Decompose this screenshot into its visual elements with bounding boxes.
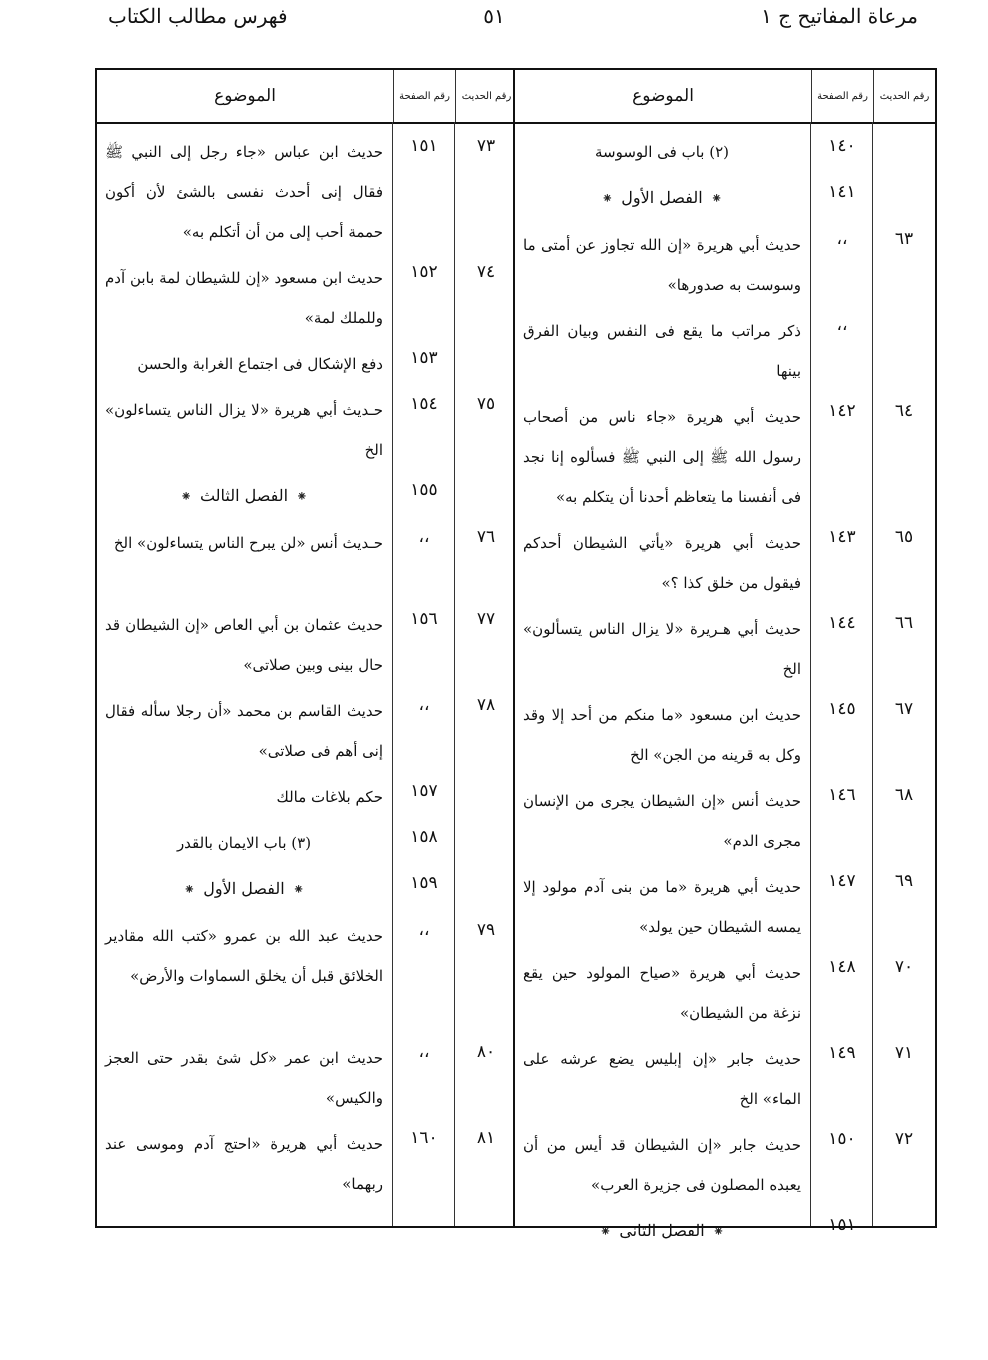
- hadith-number: ٦٤: [894, 401, 914, 421]
- table-row: [97, 340, 517, 386]
- table-row: [515, 863, 935, 949]
- index-table: [95, 68, 937, 1240]
- topic-entry: حديث جابر «إن إبليس يضع عرشه على الماء» الخ: [523, 1050, 801, 1108]
- hadith-number: ٧٦: [476, 527, 496, 547]
- table-row: [97, 601, 517, 687]
- topic-entry: حديث عثمان بن أبي العاص «إن الشيطان قد حال بينى وبين صلاتى»: [105, 616, 383, 674]
- page-number: ٥١: [483, 4, 505, 28]
- section-title: الفصل الثانى: [619, 1221, 705, 1240]
- page-ref: ١٥٧: [410, 781, 438, 801]
- page-number-heading: رقم الصفحة: [811, 70, 873, 122]
- table-row: [97, 912, 517, 1034]
- hadith-number: ٦٨: [894, 785, 914, 805]
- table-row: [515, 1035, 935, 1121]
- topic-heading: الموضوع: [214, 86, 276, 106]
- page-ref: ١٤٤: [828, 613, 856, 633]
- page-ref: ،،: [418, 920, 430, 940]
- hadith-number: [873, 174, 935, 221]
- table-row: [97, 128, 517, 254]
- hadith-number: [455, 819, 517, 865]
- page-ref: ،،: [836, 229, 848, 249]
- page-ref: ،،: [418, 527, 430, 547]
- hadith-number: ٦٥: [894, 527, 914, 547]
- table-row: [515, 393, 935, 519]
- topic-entry: حديث ابن مسعود «ما منكم من أحد إلا وقد وكل به قرينه من الجن» الخ: [523, 706, 801, 764]
- ornament-icon: ⁕: [712, 1224, 725, 1240]
- hadith-number: ٧٥: [476, 394, 496, 414]
- hadith-number: ٧٧: [476, 609, 496, 629]
- table-row: [515, 128, 935, 174]
- topic-entry: حديث أنس «إن الشيطان يجرى من الإنسان مجرى الدم»: [523, 792, 801, 850]
- page-ref: ،،: [418, 695, 430, 715]
- hadith-number: [455, 773, 517, 819]
- right-column-header: [515, 70, 935, 124]
- section-title: الفصل الأول: [621, 188, 703, 207]
- hadith-number-heading: رقم الحديث: [455, 70, 517, 122]
- hadith-number: [873, 307, 935, 393]
- topic-entry: حديث القاسم بن محمد «أن رجلا سأله فقال إنى أهم فى صلاتى»: [105, 702, 383, 760]
- page-ref: ١٥٠: [828, 1129, 856, 1149]
- table-row: [97, 254, 517, 340]
- table-row: [97, 1120, 517, 1206]
- topic-entry: حديث ابن عمر «كل شئ بقدر حتى العجز والكيس»: [105, 1049, 383, 1107]
- table-row: [515, 777, 935, 863]
- table-row: [515, 1121, 935, 1207]
- topic-entry: حديث ابن عباس «جاء رجل إلى النبي ﷺ فقال إنى أحدث نفسى بالشئ لأن أكون حممة أحب إلى من أن أتكلم به»: [105, 143, 383, 241]
- table-row: [97, 519, 517, 601]
- left-column-table: [97, 70, 517, 1226]
- table-row: [515, 221, 935, 307]
- table-row: [515, 307, 935, 393]
- table-row: [515, 691, 935, 777]
- page-ref: ١٥١: [410, 136, 438, 156]
- left-rows: [97, 128, 517, 1206]
- hadith-number: ٧٩: [476, 920, 496, 940]
- page-ref: ،،: [836, 315, 848, 335]
- hadith-number: ٨٠: [476, 1042, 496, 1062]
- header-section-title: فهرس مطالب الكتاب: [108, 4, 288, 28]
- topic-entry: حكم بلاغات مالك: [276, 788, 383, 806]
- table-row: [515, 174, 935, 221]
- page-number-heading: رقم الصفحة: [393, 70, 455, 122]
- ornament-icon: ⁕: [601, 191, 614, 207]
- hadith-number: [873, 1207, 935, 1254]
- hadith-number: ٧٠: [894, 957, 914, 977]
- table-row: [97, 819, 517, 865]
- table-row: [97, 687, 517, 773]
- topic-entry: حديث ابن مسعود «إن للشيطان لمة بابن آدم وللملك لمة»: [105, 269, 383, 327]
- hadith-number: ٦٦: [894, 613, 914, 633]
- table-row: [97, 472, 517, 519]
- page-ref: ١٥٦: [410, 609, 438, 629]
- section-heading: [97, 472, 393, 519]
- topic-heading: الموضوع: [632, 86, 694, 106]
- page-ref: ١٤٩: [828, 1043, 856, 1063]
- hadith-number: [455, 865, 517, 912]
- topic-entry: (٣) باب الايمان بالقدر: [176, 834, 312, 852]
- topic-entry: ذكر مراتب ما يقع فى النفس وبيان الفرق بينها: [523, 322, 801, 380]
- topic-entry: حديث أبي هريرة «ما من بنى آدم مولود إلا يمسه الشيطان حين يولد»: [523, 878, 801, 936]
- hadith-number: ٧٤: [476, 262, 496, 282]
- section-heading: [97, 865, 393, 912]
- hadith-number-heading: رقم الحديث: [873, 70, 935, 122]
- page-ref: ١٤٣: [828, 527, 856, 547]
- page-ref: ١٤٨: [828, 957, 856, 977]
- hadith-number: [455, 472, 517, 519]
- ornament-icon: ⁕: [180, 489, 192, 505]
- section-title: الفصل الأول: [203, 879, 285, 898]
- page-ref: ،،: [418, 1042, 430, 1062]
- left-column-header: [97, 70, 517, 124]
- table-row: [97, 1034, 517, 1120]
- topic-entry: حـديث أنس «لن يبرح الناس يتساءلون» الخ: [113, 534, 383, 552]
- hadith-number: ٧٣: [476, 136, 496, 156]
- table-row: [515, 605, 935, 691]
- hadith-number: ٦٧: [894, 699, 914, 719]
- topic-entry: (٢) باب فى الوسوسة: [594, 143, 730, 161]
- topic-entry: حديث جابر «إن الشيطان قد أيس من أن يعبده المصلون فى جزيرة العرب»: [523, 1136, 801, 1194]
- page-ref: ١٥٤: [410, 394, 438, 414]
- page-ref: ١٥٩: [410, 873, 438, 893]
- topic-entry: حـديث أبي هريرة «لا يزال الناس يتساءلون» الخ: [105, 401, 383, 459]
- ornament-icon: ⁕: [292, 882, 305, 898]
- page-ref: ١٥١: [828, 1215, 856, 1235]
- hadith-number: ٦٩: [894, 871, 914, 891]
- topic-entry: حديث أبي هريرة «يأتي الشيطان أحدكم فيقول من خلق كذا ؟»: [523, 534, 801, 592]
- page-ref: ١٤٥: [828, 699, 856, 719]
- section-title: الفصل الثالث: [199, 486, 289, 505]
- topic-entry: حديث أبي هـريرة «لا يزال الناس يتسألون» الخ: [523, 620, 801, 678]
- topic-entry: دفع الإشكال فى اجتماع الغرابة والحسن: [137, 355, 383, 373]
- header-book-title: مرعاة المفاتيح ج ١: [761, 4, 918, 28]
- table-row: [97, 865, 517, 912]
- table-row: [515, 519, 935, 605]
- page-ref: ١٥٢: [410, 262, 438, 282]
- topic-entry: حديث أبي هريرة «صياح المولود حين يقع نزغة من الشيطان»: [523, 964, 801, 1022]
- topic-entry: حديث أبي هريرة «إن الله تجاوز عن أمتى ما وسوست به صدورها»: [523, 236, 801, 294]
- hadith-number: ٧٢: [894, 1129, 914, 1149]
- ornament-icon: ⁕: [296, 489, 308, 505]
- hadith-number: ٧١: [894, 1043, 914, 1063]
- page-ref: ١٥٣: [410, 348, 438, 368]
- section-heading: [515, 1207, 811, 1254]
- topic-entry: حديث أبي هريرة «احتج آدم وموسى عند ربهما»: [105, 1135, 383, 1193]
- topic-entry: حديث أبي هريرة «جاء ناس من أصحاب رسول الله ﷺ إلى النبي ﷺ فسألوه إنا نجد فى أنفسنا ما يتعاظم أحدنا أن يتكلم به»: [523, 408, 801, 506]
- hadith-number: [455, 340, 517, 386]
- table-row: [97, 773, 517, 819]
- page-ref: ١٤٦: [828, 785, 856, 805]
- hadith-number: [873, 128, 935, 174]
- page-ref: ١٤٠: [828, 136, 856, 156]
- ornament-icon: ⁕: [710, 191, 723, 207]
- page-header: [0, 2, 988, 36]
- table-row: [515, 1207, 935, 1254]
- right-column-table: [515, 70, 935, 1240]
- table-row: [97, 386, 517, 472]
- page-ref: ١٤١: [828, 182, 856, 202]
- page-ref: ١٤٧: [828, 871, 856, 891]
- page-ref: ١٤٢: [828, 401, 856, 421]
- topic-entry: حديث عبد الله بن عمرو «كتب الله مقادير الخلائق قبل أن يخلق السماوات والأرض»: [105, 927, 383, 985]
- hadith-number: ٧٨: [476, 695, 496, 715]
- page-ref: ١٥٨: [410, 827, 438, 847]
- hadith-number: ٨١: [476, 1128, 496, 1148]
- section-heading: [515, 174, 811, 221]
- page-ref: ١٦٠: [410, 1128, 438, 1148]
- right-rows: [515, 128, 935, 1254]
- ornament-icon: ⁕: [599, 1224, 612, 1240]
- table-row: [515, 949, 935, 1035]
- hadith-number: ٦٣: [894, 229, 914, 249]
- page-ref: ١٥٥: [410, 480, 438, 500]
- ornament-icon: ⁕: [183, 882, 196, 898]
